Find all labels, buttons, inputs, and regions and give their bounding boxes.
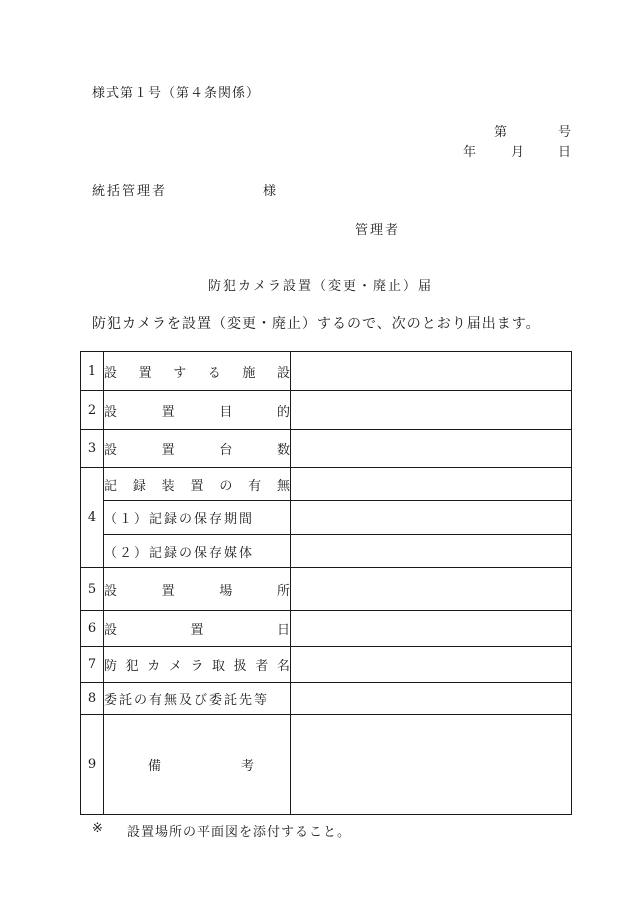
row-sublabel-retention-period	[104, 501, 291, 535]
label-char: メ	[168, 659, 182, 674]
label-char: 置	[161, 404, 175, 420]
row-number: 4	[81, 468, 104, 568]
spread-label	[104, 401, 290, 420]
label-char: 扱	[233, 659, 247, 674]
applicant-label: 管理者	[355, 223, 401, 238]
recipient-suffix: 様	[263, 184, 277, 199]
row-value-field[interactable]	[291, 611, 572, 647]
table-row	[81, 468, 572, 501]
label-char: の	[219, 478, 233, 494]
label-char: 施	[242, 365, 256, 381]
spread-label	[104, 362, 290, 381]
label-char: 有	[248, 478, 262, 494]
row-label	[104, 715, 291, 815]
row-value-field[interactable]	[291, 683, 572, 715]
label-char: 備	[148, 759, 162, 774]
spread-label	[104, 475, 290, 494]
label-char: 犯	[125, 659, 139, 674]
spread-label	[104, 619, 290, 638]
label-char: 録	[132, 478, 146, 494]
label-char: る	[207, 365, 221, 381]
row-value-field[interactable]	[291, 501, 572, 535]
table-row	[81, 352, 572, 391]
note-text: 設置場所の平面図を添付すること。	[127, 825, 352, 840]
label-char: 置	[161, 443, 175, 458]
table-row	[81, 568, 572, 611]
label-char: 置	[190, 478, 204, 494]
label-char: 台	[219, 443, 233, 458]
row-value-field[interactable]	[291, 568, 572, 611]
label-char: 所	[276, 583, 290, 599]
note-mark: ※	[92, 821, 103, 836]
label-char: 者	[255, 659, 269, 674]
row-label	[104, 391, 291, 430]
spread-label	[104, 439, 290, 458]
row-number: 6	[81, 611, 104, 647]
label-char: 場	[219, 583, 233, 599]
date-day-label: 日	[558, 145, 572, 160]
row-number: 9	[81, 715, 104, 815]
row-label	[104, 568, 291, 611]
notification-form-table	[80, 351, 572, 815]
table-row	[81, 683, 572, 715]
label-char: 設	[276, 365, 290, 381]
label-char: 置	[138, 365, 152, 381]
label-char: カ	[147, 659, 161, 674]
form-number: 様式第１号（第４条関係）	[92, 86, 261, 101]
label-char: 設	[104, 583, 118, 599]
row-number: 1	[81, 352, 104, 391]
row-value-field[interactable]	[291, 391, 572, 430]
label-char: 無	[276, 478, 290, 494]
label-char: 記	[104, 478, 118, 494]
row-number: 7	[81, 647, 104, 683]
row-value-field[interactable]	[291, 468, 572, 501]
label-char: 設	[104, 443, 118, 458]
table-row	[81, 611, 572, 647]
spread-label	[104, 755, 290, 774]
sublabel-text: （２）記録の保存媒体	[104, 545, 255, 561]
row-value-field[interactable]	[291, 430, 572, 468]
row-label	[104, 683, 291, 715]
row-number: 2	[81, 391, 104, 430]
label-char: 設	[104, 623, 118, 638]
row-value-field[interactable]	[291, 352, 572, 391]
label-char: 考	[240, 759, 254, 774]
number-dai-label: 第	[494, 125, 508, 140]
label-char: 名	[276, 659, 290, 674]
table-row	[81, 647, 572, 683]
row-label	[104, 468, 291, 501]
recipient-label: 統括管理者	[92, 184, 168, 199]
document-title: 防犯カメラ設置（変更・廃止）届	[208, 279, 434, 294]
row-sublabel-storage-media	[104, 535, 291, 568]
date-year-label: 年	[463, 145, 477, 160]
label-char: 取	[212, 659, 226, 674]
row-number: 5	[81, 568, 104, 611]
label-char: す	[173, 365, 187, 381]
row-label	[104, 352, 291, 391]
number-go-label: 号	[558, 125, 572, 140]
row-label	[104, 611, 291, 647]
row-value-field[interactable]	[291, 647, 572, 683]
table-row	[81, 430, 572, 468]
date-month-label: 月	[511, 145, 525, 160]
label-char: 置	[161, 583, 175, 599]
label-char: 装	[161, 478, 175, 494]
row-value-field[interactable]	[291, 535, 572, 568]
label-char: 日	[276, 623, 290, 638]
spread-label	[104, 655, 290, 674]
label-char: 設	[104, 365, 118, 381]
intro-sentence: 防犯カメラを設置（変更・廃止）するので、次のとおり届出ます。	[92, 316, 541, 332]
row-label-text: 委託の有無及び委託先等	[104, 693, 270, 708]
row-number: 8	[81, 683, 104, 715]
table-row	[81, 535, 572, 568]
spread-label	[104, 580, 290, 599]
label-char: 数	[276, 443, 290, 458]
row-label	[104, 647, 291, 683]
table-row	[81, 391, 572, 430]
label-char: 防	[104, 659, 118, 674]
label-char: 的	[276, 404, 290, 420]
label-char: 目	[219, 404, 233, 420]
sublabel-text: （１）記録の保存期間	[104, 512, 255, 527]
label-char: 設	[104, 404, 118, 420]
label-char: ラ	[190, 659, 204, 674]
table-row	[81, 501, 572, 535]
table-row	[81, 715, 572, 815]
row-value-field[interactable]	[291, 715, 572, 815]
row-label	[104, 430, 291, 468]
label-char: 置	[190, 623, 204, 638]
row-number: 3	[81, 430, 104, 468]
